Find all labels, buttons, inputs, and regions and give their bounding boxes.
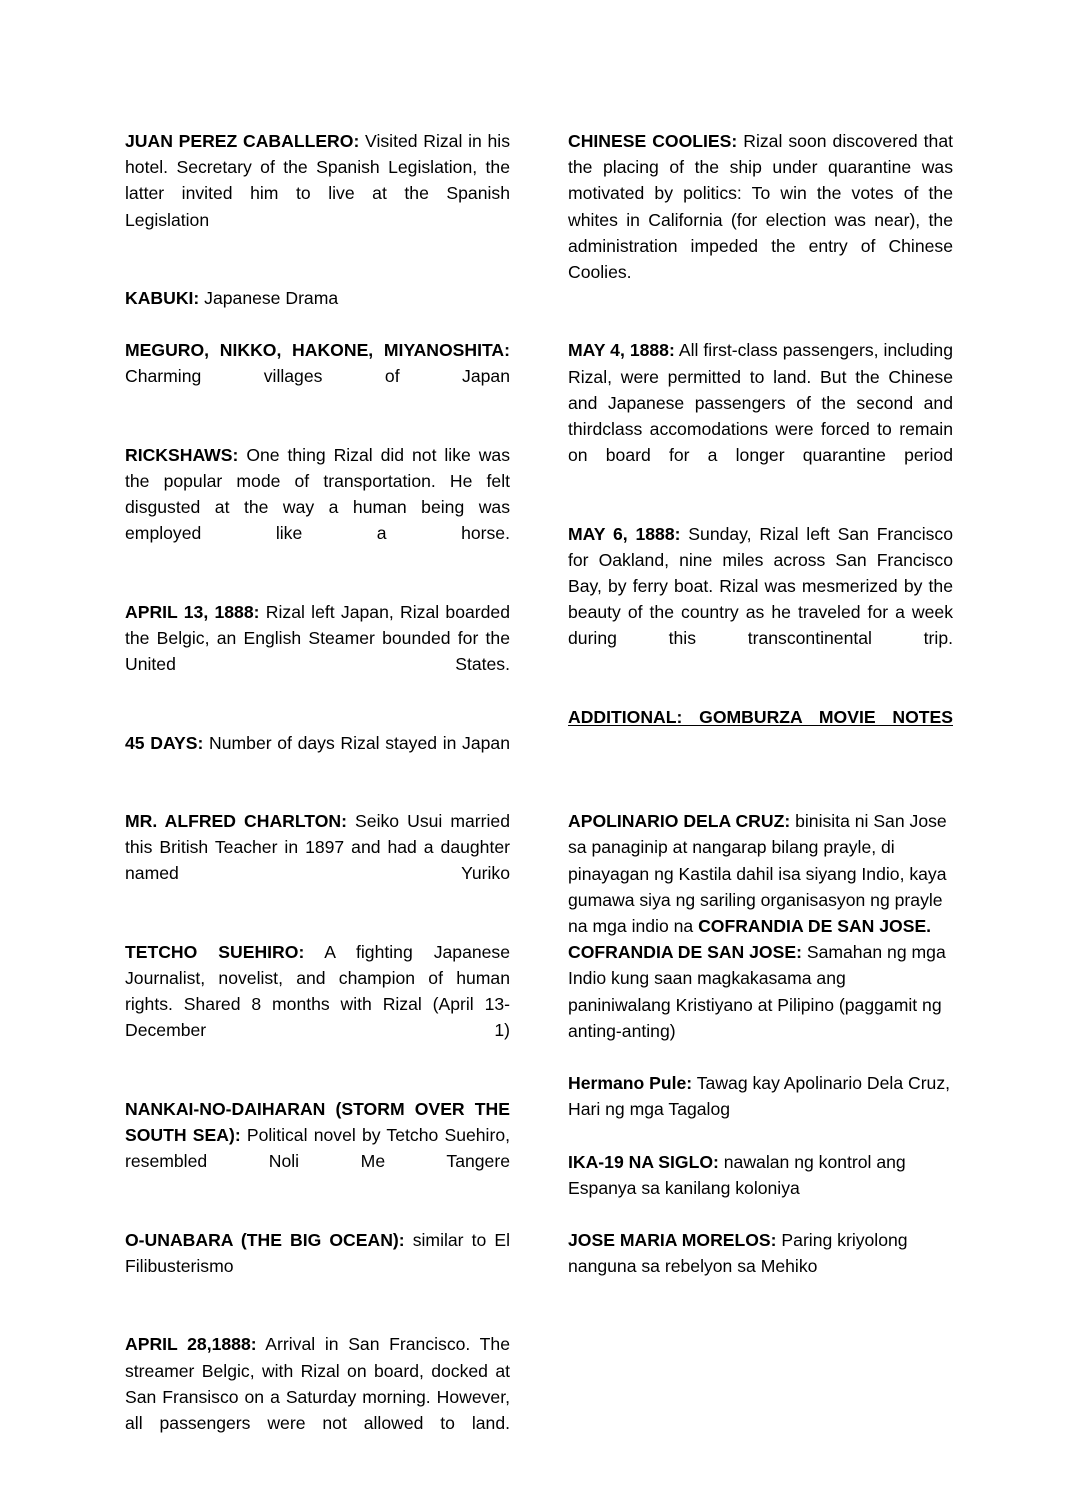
entry-definition: Visited Rizal in his hotel. Secretary of the Spanish Legislation, the latter invited him to live at the Spanish Legislation	[125, 131, 510, 230]
entry-term: O-UNABARA (THE BIG OCEAN):	[125, 1229, 405, 1250]
entry-term: KABUKI:	[125, 288, 200, 309]
entry-term: JUAN PEREZ CABALLERO:	[125, 131, 360, 151]
entry-term: MR. ALFRED CHARLTON:	[125, 811, 347, 832]
entry-term: APOLINARIO DELA CRUZ:	[568, 811, 791, 832]
entry-apolinario-dela-cruz	[568, 808, 953, 939]
entry-juan-perez-caballero	[125, 128, 510, 259]
entry-nankai-no-daiharan	[125, 1096, 510, 1201]
section-heading-gomburza-movie-notes: ADDITIONAL: GOMBURZA MOVIE NOTES	[568, 706, 953, 727]
entry-definition: A fighting Japanese Journalist, novelist, and champion of human rights. Shared 8 months with Rizal (April 13-December 1)	[125, 941, 511, 1041]
entry-definition: Charming villages of Japan	[125, 366, 510, 387]
entry-definition: binisita ni San Jose sa panaginip at nangarap bilang prayle, di pinayagan ng Kastila dahil isa siyang Indio, kaya gumawa siya ng sariling organisasyon ng prayle na mga indio na	[568, 811, 947, 937]
entry-term: MAY 4, 1888:	[568, 340, 675, 361]
entry-tetcho-suehiro	[125, 939, 510, 1070]
left-column	[125, 128, 510, 1488]
entry-definition: similar to El Filibusterismo	[125, 1229, 510, 1276]
entry-term: IKA-19 NA SIGLO:	[568, 1151, 719, 1172]
entry-cofrandia-de-san-jose	[568, 939, 953, 1044]
entry-may-6-1888	[568, 521, 953, 678]
entry-term: JOSE MARIA MORELOS:	[568, 1229, 777, 1250]
entry-definition: Arrival in San Francisco. The streamer Belgic, with Rizal on board, docked at San Fransisco on a Saturday morning. However, all passengers were not allowed to land.	[125, 1334, 510, 1433]
entry-definition: Number of days Rizal stayed in Japan	[203, 732, 510, 753]
entry-hermano-pule	[568, 1070, 953, 1122]
entry-definition: All first-class passengers, including Rizal, were permitted to land. But the Chinese and Japanese passengers of the second and thirdclass accomodations were forced to remain on board for a longer quarantine period	[568, 340, 953, 466]
entry-definition: Rizal soon discovered that the placing of the ship under quarantine was motivated by politics: To win the votes of the whites in California (for election was near), the administration impeded the entry of Chinese Coolies.	[568, 131, 953, 283]
entry-term: APRIL 28,1888:	[125, 1334, 257, 1355]
entry-definition: Sunday, Rizal left San Francisco for Oakland, nine miles across San Francisco Bay, by ferry boat. Rizal was mesmerized by the beauty of the country as he traveled for a week during this transcontinental trip.	[568, 523, 953, 649]
entry-rickshaws	[125, 442, 510, 573]
entry-term: Hermano Pule:	[568, 1073, 693, 1094]
entry-definition: Samahan ng mga Indio kung saan magkakasama ang paniniwalang Kristiyano at Pilipino (paggamit ng anting-anting)	[568, 942, 946, 1041]
entry-term: COFRANDIA DE SAN JOSE:	[568, 942, 802, 963]
entry-definition: Political novel by Tetcho Suehiro, resembled Noli Me Tangere	[125, 1125, 510, 1172]
entry-term: CHINESE COOLIES:	[568, 131, 738, 151]
entry-term: TETCHO SUEHIRO:	[125, 941, 305, 962]
entry-kabuki	[125, 285, 510, 311]
entry-meguro-nikko-hakone-miyanoshita	[125, 337, 510, 416]
entry-term: 45 DAYS:	[125, 732, 204, 753]
entry-ika-19-na-siglo	[568, 1149, 953, 1201]
entry-mr-alfred-charlton	[125, 808, 510, 913]
entry-definition: One thing Rizal did not like was the popular mode of transportation. He felt disgusted at the way a human being was employed like a horse.	[125, 444, 510, 544]
entry-term: APRIL 13, 1888:	[125, 601, 260, 622]
entry-definition: nawalan ng kontrol ang Espanya sa kanilang koloniya	[568, 1151, 906, 1198]
entry-april-13-1888	[125, 599, 510, 704]
entry-jose-maria-morelos	[568, 1227, 953, 1279]
entry-definition: Tawag kay Apolinario Dela Cruz, Hari ng mga Tagalog	[568, 1073, 951, 1120]
entry-may-4-1888	[568, 337, 953, 494]
entry-term: RICKSHAWS:	[125, 444, 239, 465]
entry-definition: Japanese Drama	[199, 288, 339, 309]
entry-definition: Paring kriyolong nanguna sa rebelyon sa Mehiko	[568, 1229, 908, 1277]
entry-45-days	[125, 730, 510, 782]
entry-trailing-bold: COFRANDIA DE SAN JOSE.	[698, 916, 932, 937]
entry-definition: Seiko Usui married this British Teacher in 1897 and had a daughter named Yuriko	[125, 811, 510, 884]
entry-term: NANKAI-NO-DAIHARAN (STORM OVER THE SOUTH SEA):	[125, 1098, 510, 1146]
entry-chinese-coolies	[568, 128, 953, 311]
entry-o-unabara	[125, 1227, 510, 1306]
entry-term: MEGURO, NIKKO, HAKONE, MIYANOSHITA:	[125, 340, 510, 361]
entry-term: MAY 6, 1888:	[568, 523, 681, 544]
entry-definition: Rizal left Japan, Rizal boarded the Belgic, an English Steamer bounded for the United States.	[125, 601, 510, 675]
two-column-layout	[125, 128, 953, 1488]
right-column	[568, 128, 953, 1305]
